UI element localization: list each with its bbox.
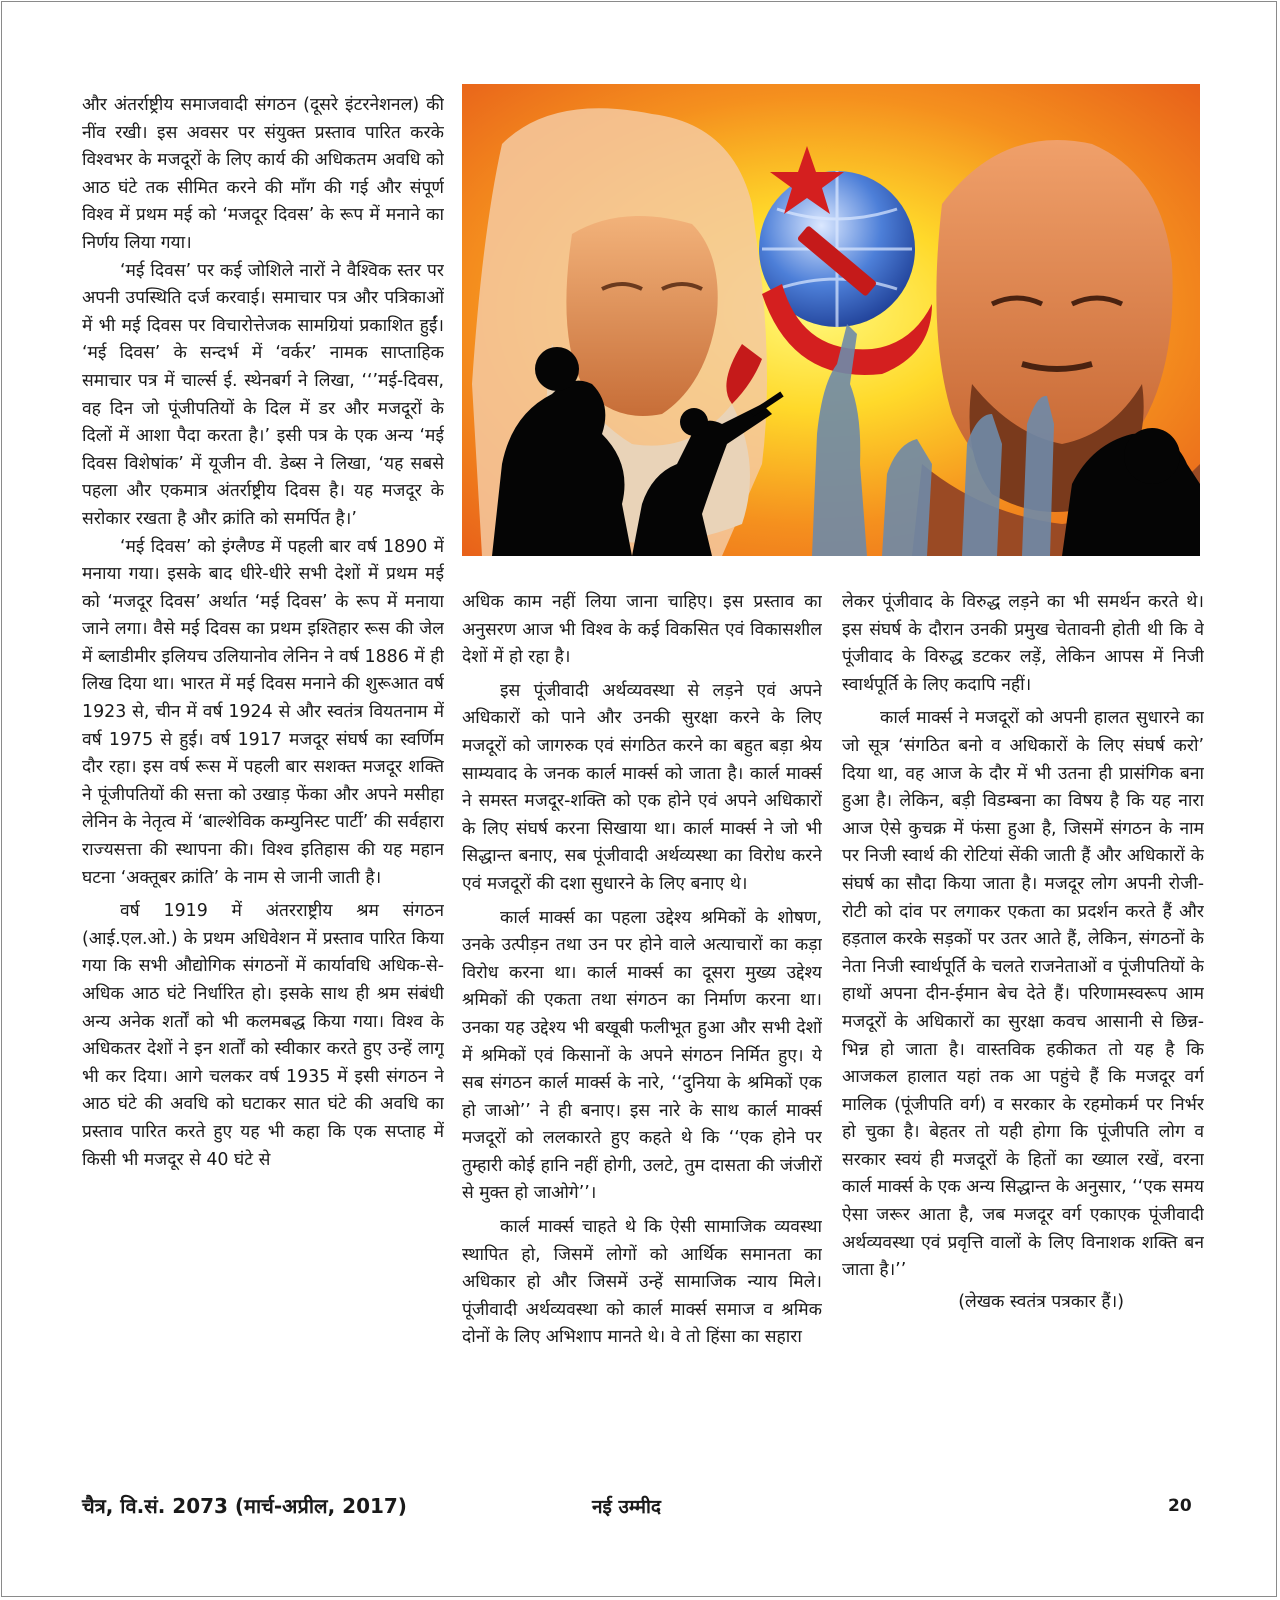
paragraph: वर्ष 1919 में अंतरराष्ट्रीय श्रम संगठन (आई.एल.ओ.) के प्रथम अधिवेशन में प्रस्ताव पारित किया गया कि सभी औद्योगिक संगठनों में कार्यावधि अधिक-से-अधिक आठ घंटे निर्धारित हो। इसके साथ ही श्रम संबंधी अन्य अनेक शर्तों को भी कलमबद्ध किया गया। विश्व के अधिकतर देशों ने इन शर्तों को स्वीकार करते हुए उन्हें लागू भी कर दिया। आगे चलकर वर्ष 1935 में इसी संगठन ने आठ घंटे की अवधि को घटाकर सात घंटे की अवधि का प्रस्ताव पारित करते हुए यह भी कहा कि एक सप्ताह में किसी भी मजदूर से 40 घंटे से (82, 901, 444, 1170)
magazine-name: नई उम्मीद (592, 1496, 661, 1518)
issue-date: चैत्र, वि.सं. 2073 (मार्च-अप्रील, 2017) (82, 1494, 407, 1518)
paragraph: ‘मई दिवस’ को इंग्लैण्ड में पहली बार वर्ष 1890 में मनाया गया। इसके बाद धीरे-धीरे सभी देशों में प्रथम मई को ‘मजदूर दिवस’ अर्थात ‘मई दिवस’ के रूप में मनाया जाने लगा। वैसे मई दिवस का प्रथम इश्तिहार रूस की जेल में ब्लाडीमीर इलियच उलियानोव लेनिन ने वर्ष 1886 में ही लिख दिया था। भारत में मई दिवस मनाने की शुरूआत वर्ष 1923 से, चीन में वर्ष 1924 से और स्वतंत्र वियतनाम में वर्ष 1975 से हुई। वर्ष 1917 मजदूर संघर्ष का स्वर्णिम दौर रहा। इस वर्ष रूस में पहली बार सशक्त मजदूर शक्ति ने पूंजीपतियों की सत्ता को उखाड़ फेंका और अपने मसीहा लेनिन के नेतृत्व में ‘बाल्शेविक कम्युनिस्ट पार्टी’ की सर्वहारा राज्यसत्ता की स्थापना की। विश्व इतिहास की यह महान घटना ‘अक्तूबर क्रांति’ के नाम से जानी जाती है। (82, 536, 444, 888)
paragraph: और अंतर्राष्ट्रीय समाजवादी संगठन (दूसरे इंटरनेशनल) की नींव रखी। इस अवसर पर संयुक्त प्रस्ताव पारित करके विश्वभर के मजदूरों के लिए कार्य की अधिकतम अवधि को आठ घंटे तक सीमित करने की माँग की गई और संपूर्ण विश्व में प्रथम मई को ‘मजदूर दिवस’ के रूप में मनाने का निर्णय लिया गया। (82, 95, 444, 253)
paragraph: कार्ल मार्क्स का पहला उद्देश्य श्रमिकों के शोषण, उनके उत्पीड़न तथा उन पर होने वाले अत्याचारों का कड़ा विरोध करना था। कार्ल मार्क्स का दूसरा मुख्य उद्देश्य श्रमिकों की एकता तथा संगठन का निर्माण करना था। उनका यह उद्देश्य भी बखूबी फलीभूत हुआ और सभी देशों में श्रमिकों एवं किसानों के अपने संगठन निर्मित हुए। ये सब संगठन कार्ल मार्क्स के नारे, ‘‘दुनिया के श्रमिकों एक हो जाओ’’ ने ही बनाए। इस नारे के साथ कार्ल मार्क्स मजदूरों को ललकारते हुए कहते थे कि ‘‘एक होने पर तुम्हारी कोई हानि नहीं होगी, उलटे, तुम दासता की जंजीरों से मुक्त हो जाओगे’’। (462, 907, 822, 1204)
paragraph: इस पूंजीवादी अर्थव्यवस्था से लड़ने एवं अपने अधिकारों को पाने और उनकी सुरक्षा करने के लिए मजदूरों को जागरुक एवं संगठित करने का बहुत बड़ा श्रेय साम्यवाद के जनक कार्ल मार्क्स को जाता है। कार्ल मार्क्स ने समस्त मजदूर-शक्ति को एक होने एवं अपने अधिकारों के लिए संघर्ष करना सिखाया था। कार्ल मार्क्स ने जो भी सिद्धान्त बनाए, सब पूंजीवादी अर्थव्यस्था का विरोध करने एवं मजदूरों की दशा सुधारने के लिए बनाए थे। (462, 680, 822, 894)
article-column-3 (842, 589, 1204, 1494)
author-byline: (लेखक स्वतंत्र पत्रकार हैं।) (958, 1291, 1124, 1312)
article-column-1 (82, 92, 444, 1492)
article-illustration (462, 84, 1200, 556)
paragraph: कार्ल मार्क्स चाहते थे कि ऐसी सामाजिक व्यवस्था स्थापित हो, जिसमें लोगों को आर्थिक समानता का अधिकार हो और जिसमें उन्हें सामाजिक न्याय मिले। पूंजीवादी अर्थव्यवस्था को कार्ल मार्क्स समाज व श्रमिक दोनों के लिए अभिशाप मानते थे। वे तो हिंसा का सहारा (462, 1217, 822, 1348)
paragraph: अधिक काम नहीं लिया जाना चाहिए। इस प्रस्ताव का अनुसरण आज भी विश्व के कई विकसित एवं विकासशील देशों में हो रहा है। (462, 592, 822, 668)
paragraph: कार्ल मार्क्स ने मजदूरों को अपनी हालत सुधारने का जो सूत्र ‘संगठित बनो व अधिकारों के लिए संघर्ष करो’ दिया था, वह आज के दौर में भी उतना ही प्रासंगिक बना हुआ है। लेकिन, बड़ी विडम्बना का विषय है कि यह नारा आज ऐसे कुचक्र में फंसा हुआ है, जिसमें संगठन के नाम पर निजी स्वार्थ की रोटियां सेंकी जाती हैं और अधिकारों के संघर्ष का सौदा किया जाता है। मजदूर लोग अपनी रोजी-रोटी को दांव पर लगाकर एकता का प्रदर्शन करते हैं और हड़ताल करके सड़कों पर उतर आते हैं, लेकिन, संगठनों के नेता निजी स्वार्थपूर्ति के चलते राजनेताओं व पूंजीपतियों के हाथों अपना दीन-ईमान बेच देते हैं। परिणामस्वरूप आम मजदूरों के अधिकारों का सुरक्षा कवच आसानी से छिन्न-भिन्न हो जाता है। वास्तविक हकीकत तो यह है कि आजकल हालात यहां तक आ पहुंचे हैं कि मजदूर वर्ग मालिक (पूंजीपति वर्ग) व सरकार के रहमोकर्म पर निर्भर हो चुका है। बेहतर तो यही होगा कि पूंजीपति लोग व सरकार स्वयं ही मजदूरों के हितों का ख्याल रखें, वरना कार्ल मार्क्स के एक अन्य सिद्धान्त के अनुसार, ‘‘एक समय ऐसा जरूर आता है, जब मजदूर वर्ग एकाएक पूंजीवादी अर्थव्यवस्था एवं प्रवृत्ति वालों के लिए विनाशक शक्ति बन जाता है।’’ (842, 708, 1204, 1281)
paragraph: लेकर पूंजीवाद के विरुद्ध लड़ने का भी समर्थन करते थे। इस संघर्ष के दौरान उनकी प्रमुख चेतावनी होती थी कि वे पूंजीवाद के विरुद्ध डटकर लड़ें, लेकिन आपस में निजी स्वार्थपूर्ति के लिए कदापि नहीं। (842, 592, 1204, 695)
article-column-2 (462, 589, 822, 1494)
paragraph: ‘मई दिवस’ पर कई जोशिले नारों ने वैश्विक स्तर पर अपनी उपस्थिति दर्ज करवाई। समाचार पत्र और पत्रिकाओं में भी मई दिवस पर विचारोत्तेजक सामग्रियां प्रकाशित हुईं। ‘मई दिवस’ के सन्दर्भ में ‘वर्कर’ नामक साप्ताहिक समाचार पत्र में चार्ल्स ई. स्थेनबर्ग ने लिखा, ‘‘’मई-दिवस, वह दिन जो पूंजीपतियों के दिल में डर और मजदूरों के दिलों में आशा पैदा करता है।’ इसी पत्र के एक अन्य ‘मई दिवस विशेषांक’ में यूजीन वी. डेब्स ने लिखा, ‘यह सबसे पहला और एकमात्र अंतर्राष्ट्रीय दिवस है। यह मजदूर के सरोकार रखता है और क्रांति को समर्पित है।’ (82, 260, 444, 529)
page-number: 20 (1168, 1496, 1192, 1516)
